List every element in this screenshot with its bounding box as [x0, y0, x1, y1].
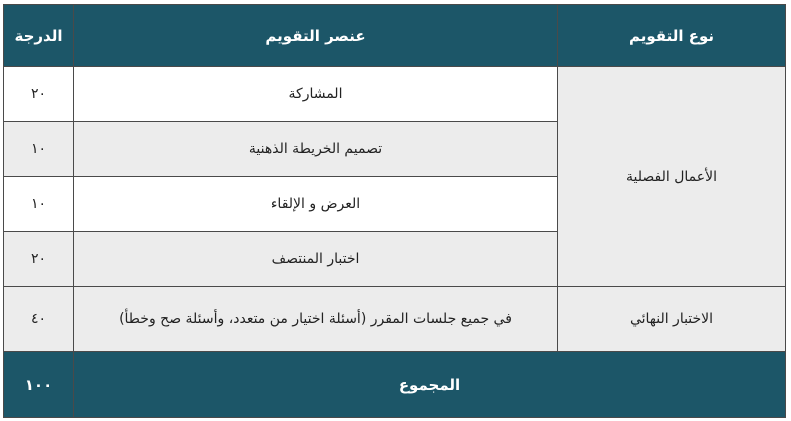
- table-row: [4, 67, 786, 122]
- header-grade: الدرجة: [4, 5, 74, 67]
- type-cell-coursework: الأعمال الفصلية: [558, 67, 786, 287]
- header-row: [4, 5, 786, 67]
- grade-cell: ١٠: [4, 122, 74, 177]
- total-label: المجموع: [74, 352, 786, 418]
- total-row: [4, 352, 786, 418]
- item-cell: العرض و الإلقاء: [74, 177, 558, 232]
- total-grade: ١٠٠: [4, 352, 74, 418]
- assessment-table: [3, 4, 786, 418]
- item-cell: اختبار المنتصف: [74, 232, 558, 287]
- grade-cell: ١٠: [4, 177, 74, 232]
- item-cell: في جميع جلسات المقرر (أسئلة اختيار من متعدد، وأسئلة صح وخطأ): [74, 287, 558, 352]
- grade-cell: ٤٠: [4, 287, 74, 352]
- header-assessment-type: نوع التقويم: [558, 5, 786, 67]
- grade-cell: ٢٠: [4, 67, 74, 122]
- item-cell: تصميم الخريطة الذهنية: [74, 122, 558, 177]
- item-cell: المشاركة: [74, 67, 558, 122]
- table-row: [4, 287, 786, 352]
- header-assessment-item: عنصر التقويم: [74, 5, 558, 67]
- grade-cell: ٢٠: [4, 232, 74, 287]
- type-cell-final-exam: الاختبار النهائي: [558, 287, 786, 352]
